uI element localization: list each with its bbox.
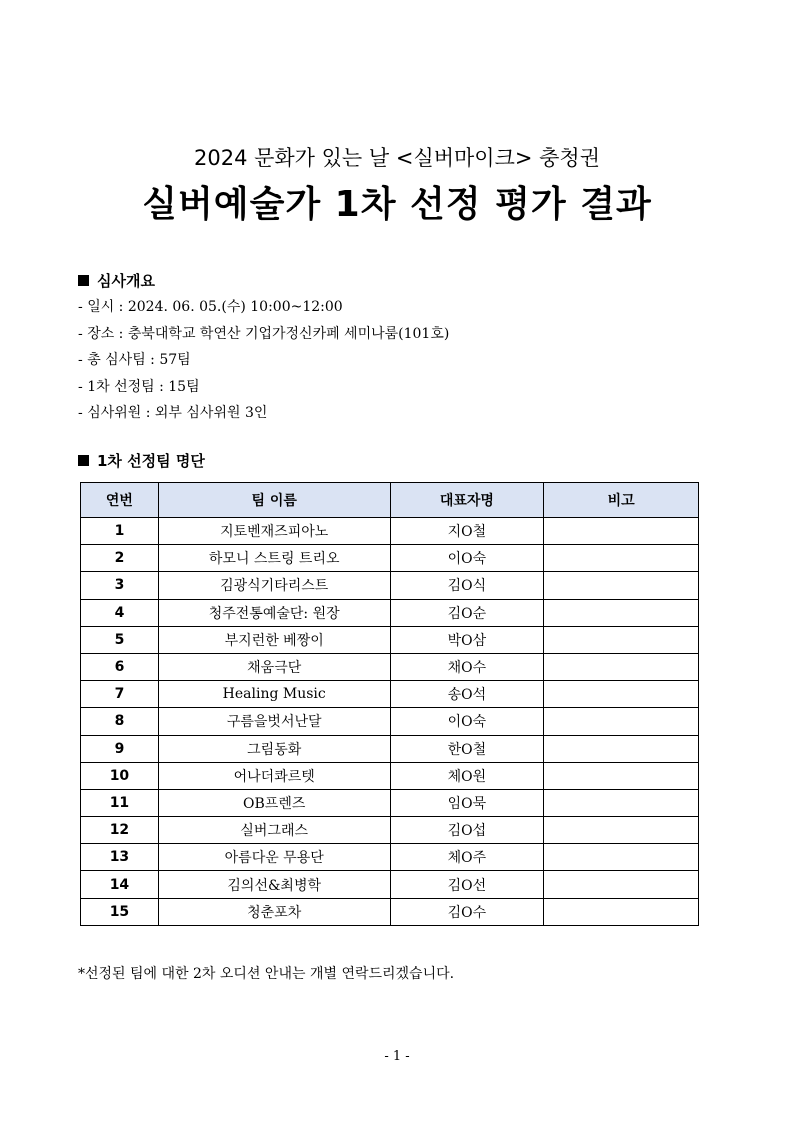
cell-representative: 송O석 [390, 681, 544, 708]
cell-team-name: 그림동화 [158, 735, 390, 762]
table-row [81, 653, 699, 680]
cell-note [544, 844, 699, 871]
cell-note [544, 735, 699, 762]
cell-number: 10 [81, 762, 159, 789]
overview-item-selected-teams: - 1차 선정팀 : 15팀 [78, 374, 449, 401]
cell-representative: 임O묵 [390, 789, 544, 816]
cell-number: 15 [81, 898, 159, 925]
cell-number: 8 [81, 708, 159, 735]
cell-representative: 김O수 [390, 898, 544, 925]
cell-number: 6 [81, 653, 159, 680]
cell-note [544, 626, 699, 653]
cell-number: 13 [81, 844, 159, 871]
cell-representative: 지O철 [390, 518, 544, 545]
column-header-number: 연번 [81, 483, 159, 518]
table-row [81, 545, 699, 572]
table-row [81, 898, 699, 925]
table-row [81, 518, 699, 545]
cell-note [544, 653, 699, 680]
selection-heading-label: 1차 선정팀 명단 [97, 452, 205, 470]
overview-item-judges: - 심사위원 : 외부 심사위원 3인 [78, 400, 449, 427]
column-header-team-name: 팀 이름 [158, 483, 390, 518]
cell-number: 12 [81, 817, 159, 844]
cell-note [544, 681, 699, 708]
cell-number: 4 [81, 599, 159, 626]
table-row [81, 735, 699, 762]
cell-number: 7 [81, 681, 159, 708]
cell-representative: 체O원 [390, 762, 544, 789]
table-row [81, 708, 699, 735]
cell-number: 5 [81, 626, 159, 653]
footnote: *선정된 팀에 대한 2차 오디션 안내는 개별 연락드리겠습니다. [78, 966, 455, 982]
cell-note [544, 898, 699, 925]
overview-heading [78, 270, 155, 292]
cell-team-name: 김광식기타리스트 [158, 572, 390, 599]
overview-item-venue: - 장소 : 충북대학교 학연산 기업가정신카페 세미나룸(101호) [78, 321, 449, 348]
cell-representative: 이O숙 [390, 708, 544, 735]
cell-note [544, 762, 699, 789]
selection-heading [78, 450, 205, 472]
cell-note [544, 708, 699, 735]
column-header-representative: 대표자명 [390, 483, 544, 518]
table-row [81, 572, 699, 599]
cell-team-name: 청주전통예술단: 원장 [158, 599, 390, 626]
cell-team-name: 부지런한 베짱이 [158, 626, 390, 653]
square-bullet-icon [78, 275, 89, 286]
cell-representative: 체O주 [390, 844, 544, 871]
cell-note [544, 518, 699, 545]
table-row [81, 789, 699, 816]
overview-list [78, 294, 449, 427]
cell-team-name: 아름다운 무용단 [158, 844, 390, 871]
cell-team-name: 하모니 스트링 트리오 [158, 545, 390, 572]
cell-number: 9 [81, 735, 159, 762]
overview-item-total-teams: - 총 심사팀 : 57팀 [78, 347, 449, 374]
cell-note [544, 789, 699, 816]
cell-number: 3 [81, 572, 159, 599]
cell-team-name: 채움극단 [158, 653, 390, 680]
cell-representative: 채O수 [390, 653, 544, 680]
cell-representative: 김O식 [390, 572, 544, 599]
cell-note [544, 545, 699, 572]
table-row [81, 599, 699, 626]
table-row [81, 762, 699, 789]
cell-representative: 김O섭 [390, 817, 544, 844]
table-row [81, 817, 699, 844]
cell-note [544, 599, 699, 626]
table-row [81, 844, 699, 871]
cell-representative: 한O철 [390, 735, 544, 762]
cell-note [544, 817, 699, 844]
cell-number: 14 [81, 871, 159, 898]
overview-heading-label: 심사개요 [97, 272, 155, 290]
cell-team-name: 구름을벗서난달 [158, 708, 390, 735]
cell-representative: 박O삼 [390, 626, 544, 653]
cell-team-name: 지토벤재즈피아노 [158, 518, 390, 545]
table-row [81, 871, 699, 898]
table-row [81, 626, 699, 653]
table-header-row [81, 483, 699, 518]
selection-table [80, 482, 699, 926]
square-bullet-icon [78, 455, 89, 466]
cell-note [544, 871, 699, 898]
cell-team-name: 김의선&최병학 [158, 871, 390, 898]
table-row [81, 681, 699, 708]
cell-number: 2 [81, 545, 159, 572]
cell-team-name: Healing Music [158, 681, 390, 708]
column-header-note: 비고 [544, 483, 699, 518]
cell-note [544, 572, 699, 599]
cell-team-name: 실버그래스 [158, 817, 390, 844]
cell-team-name: 청춘포차 [158, 898, 390, 925]
cell-representative: 김O순 [390, 599, 544, 626]
overview-item-date: - 일시 : 2024. 06. 05.(수) 10:00~12:00 [78, 294, 449, 321]
cell-number: 1 [81, 518, 159, 545]
document-title: 실버예술가 1차 선정 평가 결과 [142, 184, 652, 225]
document-subtitle: 2024 문화가 있는 날 <실버마이크> 충청권 [193, 146, 600, 170]
cell-representative: 김O선 [390, 871, 544, 898]
cell-representative: 이O숙 [390, 545, 544, 572]
cell-team-name: 어나더콰르텟 [158, 762, 390, 789]
cell-number: 11 [81, 789, 159, 816]
cell-team-name: OB프렌즈 [158, 789, 390, 816]
page-number: - 1 - [384, 1049, 410, 1064]
